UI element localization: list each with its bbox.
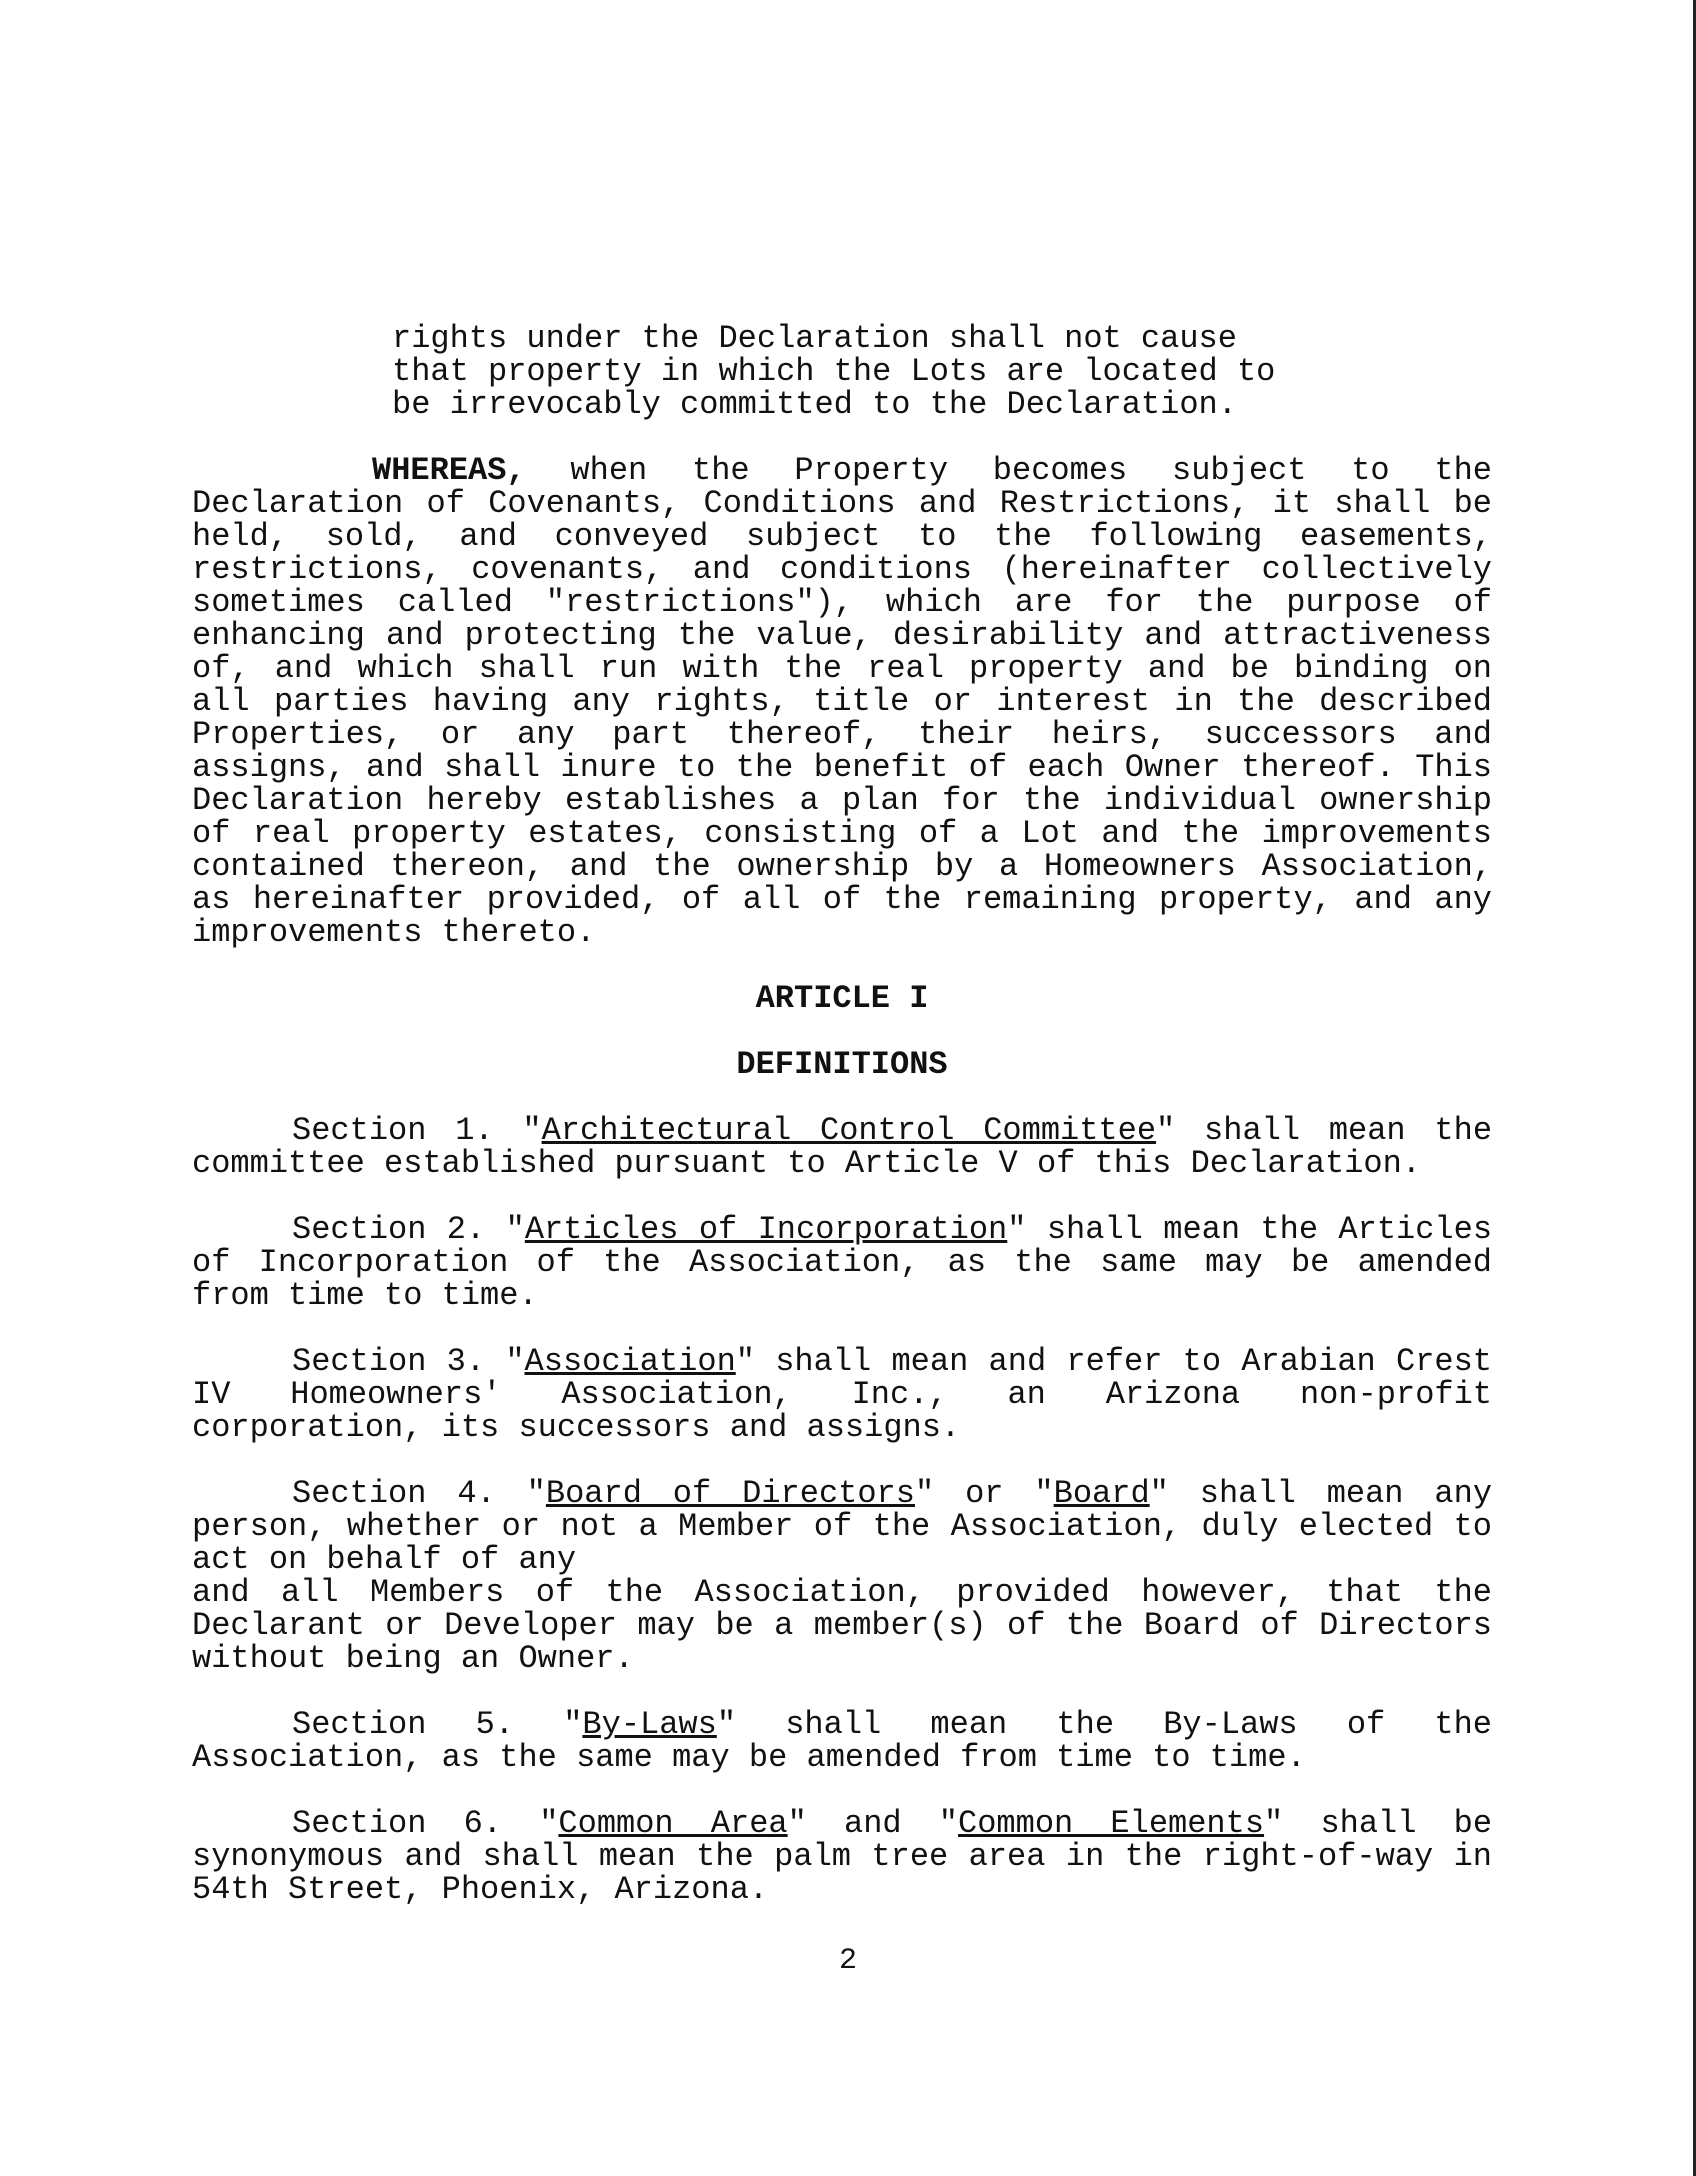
section-6-label: Section 6. — [292, 1805, 503, 1842]
section-3-text: shall mean and refer to Arabian Crest IV Homeowners' Association, Inc., an Arizona non-profit corporation, its successors and assigns. — [192, 1343, 1493, 1446]
section-6-and: and — [844, 1805, 902, 1842]
section-2-text: shall mean the Articles of Incorporation of the Association, as the same may be amended from time to time. — [192, 1211, 1493, 1314]
section-4: Section 4. "Board of Directors" or "Board" shall mean any person, whether or not a Member of the Association, duly elected to act on behalf of any — [192, 1475, 1493, 1578]
section-2-term: Articles of Incorporation — [524, 1211, 1008, 1248]
intro-line-1: rights under the Declaration shall not cause — [392, 320, 1237, 357]
section-3: Section 3. "Association" shall mean and refer to Arabian Crest IV Homeowners' Association, Inc., an Arizona non-profit corporation, its successors and assigns. — [192, 1343, 1493, 1446]
article-title: DEFINITIONS — [736, 1046, 948, 1083]
intro-line-3: be irrevocably committed to the Declaration. — [392, 386, 1237, 423]
section-1: Section 1. "Architectural Control Committee" shall mean the committee established pursuant to Article V of this Declaration. — [192, 1112, 1493, 1182]
intro-paragraph — [392, 322, 1292, 421]
section-1-term: Architectural Control Committee — [541, 1112, 1157, 1149]
section-5-text: shall mean the By-Laws of the Association, as the same may be amended from time to time. — [192, 1706, 1493, 1776]
section-4-term-2: Board — [1053, 1475, 1150, 1512]
document-page — [192, 322, 1492, 1906]
section-4-label: Section 4. — [292, 1475, 496, 1512]
section-3-label: Section 3. — [292, 1343, 486, 1380]
section-5-term: By-Laws — [582, 1706, 717, 1743]
section-4-term: Board of Directors — [545, 1475, 915, 1512]
whereas-paragraph — [192, 454, 1492, 949]
section-1-text: shall mean the committee established pursuant to Article V of this Declaration. — [192, 1112, 1493, 1182]
section-5: Section 5. "By-Laws" shall mean the By-Laws of the Association, as the same may be amended from time to time. — [192, 1706, 1493, 1776]
section-2: Section 2. "Articles of Incorporation" shall mean the Articles of Incorporation of the Association, as the same may be amended from time to time. — [192, 1211, 1493, 1314]
section-2-label: Section 2. — [292, 1211, 486, 1248]
article-number: ARTICLE I — [755, 980, 929, 1017]
section-3-term: Association — [524, 1343, 736, 1380]
section-4-continuation — [192, 1576, 1492, 1675]
section-1-label: Section 1. — [292, 1112, 494, 1149]
section-6-term: Common Area — [558, 1805, 788, 1842]
whereas-lead: WHEREAS, — [372, 452, 526, 489]
page-number: 2 — [838, 1944, 857, 1978]
section-4-text-b: and all Members of the Association, provided however, that the Declarant or Developer may be a member(s) of the Board of Directors without being an Owner. — [192, 1574, 1492, 1677]
section-4-text-a: shall mean any person, whether or not a Member of the Association, duly elected to act on behalf of any — [192, 1475, 1493, 1578]
section-5-label: Section 5. — [292, 1706, 515, 1743]
section-6: Section 6. "Common Area" and "Common Elements" shall be synonymous and shall mean the palm tree area in the right-of-way in 54th Street, Phoenix, Arizona. — [192, 1805, 1493, 1908]
section-6-text: shall be synonymous and shall mean the palm tree area in the right-of-way in 54th Street, Phoenix, Arizona. — [192, 1805, 1493, 1908]
section-6-term-2: Common Elements — [958, 1805, 1265, 1842]
intro-line-2: that property in which the Lots are located to — [392, 353, 1276, 390]
section-4-or: or — [965, 1475, 1004, 1512]
whereas-text: when the Property becomes subject to the Declaration of Covenants, Conditions and Restrictions, it shall be held, sold, and conveyed subject to the following easements, restrictions, covenants, and conditions (hereinafter collectively sometimes called "restrictions"), which are for the purpose of enhancing and protecting the value, desirability and attractiveness of, and which shall run with the real property and be binding on all parties having any rights, title or interest in the described Properties, or any part thereof, their heirs, successors and assigns, and shall inure to the benefit of each Owner thereof. This Declaration hereby establishes a plan for the individual ownership of real property estates, consisting of a Lot and the improvements contained thereon, and the ownership by a Homeowners Association, as hereinafter provided, of all of the remaining property, and any improvements thereto. — [192, 452, 1492, 951]
